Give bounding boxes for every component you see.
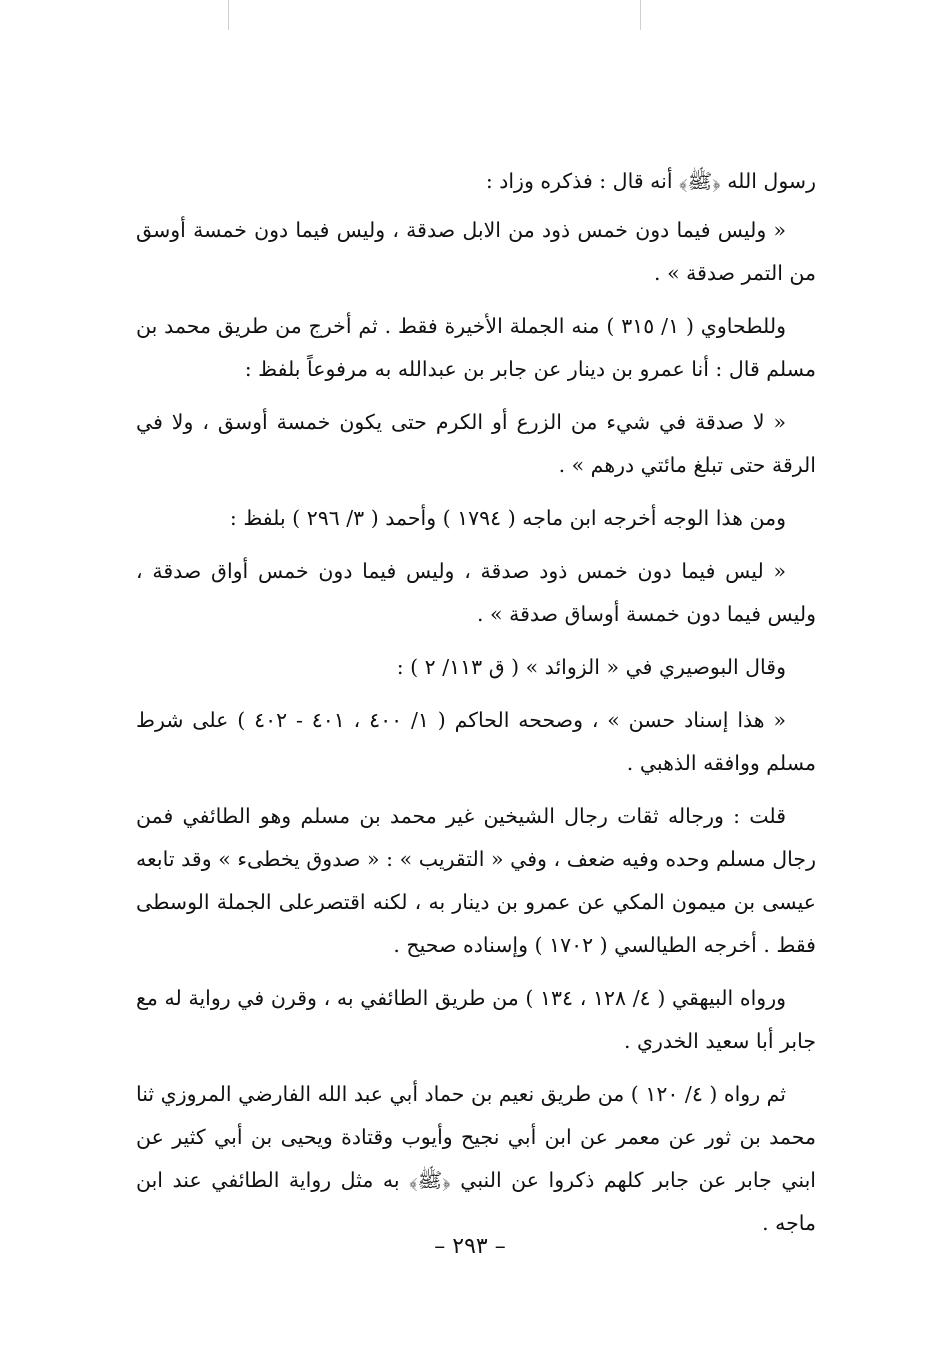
paragraph-hadith-quote: « لا صدقة في شيء من الزرع أو الكرم حتى يكون خمسة أوسق ، ولا في الرقة حتى تبلغ مائتي درهم » . (136, 410, 816, 477)
paragraph-bayhaqi-second: ثم رواه ( ٤/ ١٢٠ ) من طريق نعيم بن حماد أبي عبد الله الفارضي المروزي ثنا محمد بن ثور عن معمر عن ابن أبي نجيح وأيوب وقتادة ويحيى بن أبي كثير عن ابني جابر عن جابر كلهم ذكروا عن النبي ﴿ﷺ﴾ به مثل رواية الطائفي عند ابن ماجه . (136, 1082, 816, 1235)
paragraph-bayhaqi: ورواه البيهقي ( ٤/ ١٢٨ ، ١٣٤ ) من طريق الطائفي به ، وقرن في رواية له مع جابر أبا سعيد الخدري . (136, 986, 816, 1053)
paragraph-continuation: رسول الله ﴿ﷺ﴾ أنه قال : فذكره وزاد : (485, 169, 816, 193)
paragraph-ibn-majah: ومن هذا الوجه أخرجه ابن ماجه ( ١٧٩٤ ) وأحمد ( ٣/ ٢٩٦ ) بلفظ : (229, 506, 786, 530)
paragraph-busiri: وقال البوصيري في « الزوائد » ( ق ١١٣/ ٢ ) : (396, 655, 786, 679)
page-number: – ٢٩٣ – (434, 1234, 506, 1259)
paragraph-hadith-quote: « وليس فيما دون خمس ذود من الابل صدقة ، وليس فيما دون خمسة أوسق من التمر صدقة » . (136, 218, 816, 285)
scan-edge-mark (228, 0, 229, 30)
page-body (136, 160, 816, 1255)
paragraph-hakim: « هذا إسناد حسن » ، وصححه الحاكم ( ١/ ٤٠٠ ، ٤٠١ - ٤٠٢ ) على شرط مسلم ووافقه الذهبي . (136, 708, 816, 775)
scan-edge-mark (640, 0, 641, 30)
paragraph-tahawi: وللطحاوي ( ١/ ٣١٥ ) منه الجملة الأخيرة فقط . ثم أخرج من طريق محمد بن مسلم قال : أنا عمرو بن دينار عن جابر بن عبدالله به مرفوعاً بلفظ : (136, 314, 816, 381)
paragraph-commentary: قلت : ورجاله ثقات رجال الشيخين غير محمد بن مسلم وهو الطائفي فمن رجال مسلم وحده وفيه ضعف ، وفي « التقريب » : « صدوق يخطىء » وقد تابعه عيسى بن ميمون المكي عن عمرو بن دينار به ، لكنه اقتصرعلى الجملة الوسطى فقط . أخرجه الطيالسي ( ١٧٠٢ ) وإسناده صحيح . (136, 804, 816, 957)
paragraph-hadith-quote: « ليس فيما دون خمس ذود صدقة ، وليس فيما دون خمس أواق صدقة ، وليس فيما دون خمسة أوساق صدقة » . (136, 559, 816, 626)
